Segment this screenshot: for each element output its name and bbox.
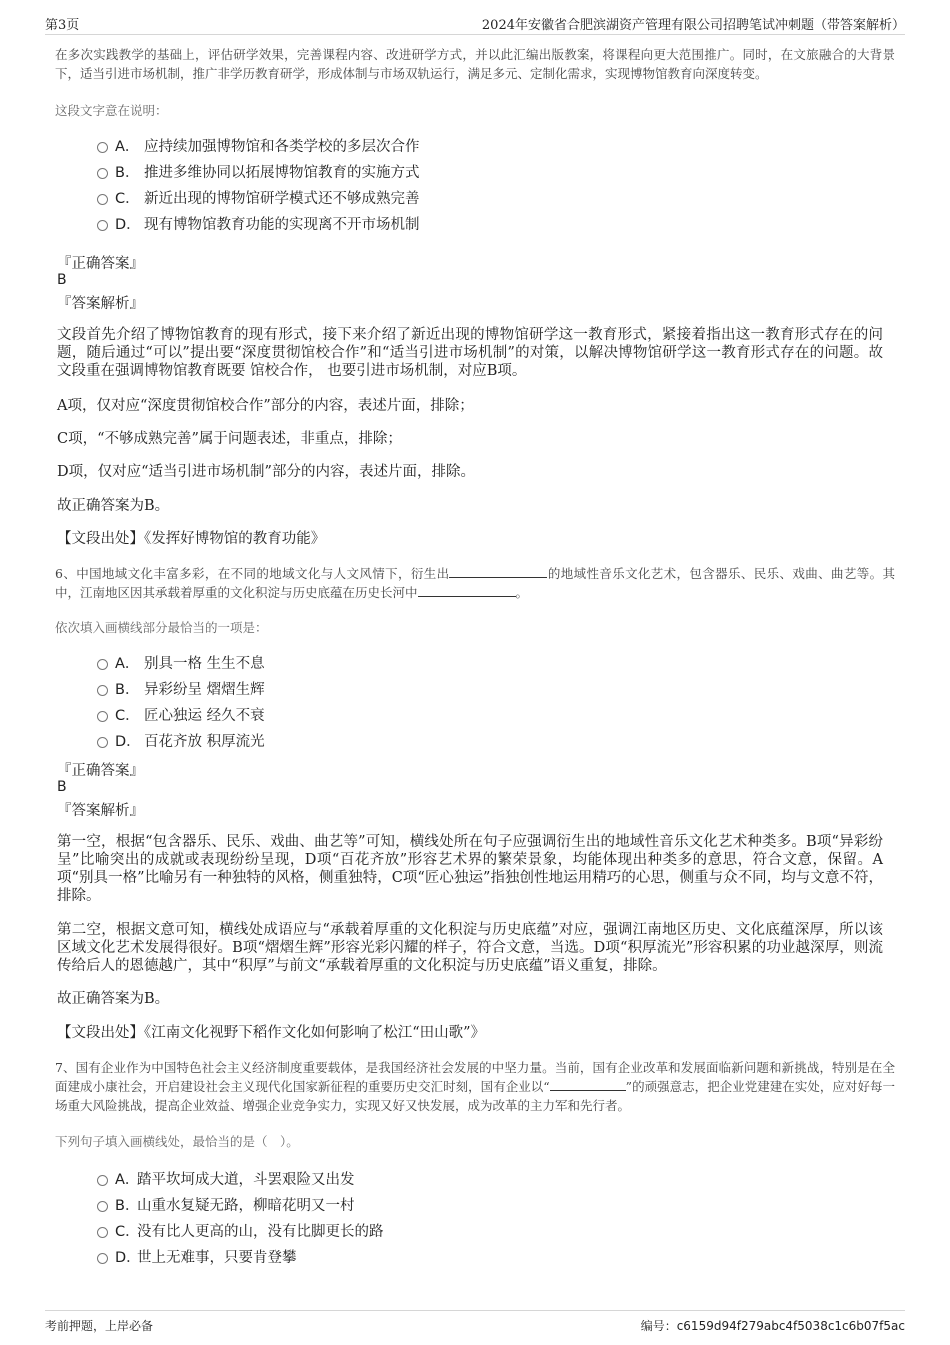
q6-option-b[interactable]: B． 异彩纷呈 熠熠生辉 bbox=[97, 676, 857, 702]
q6-source: 【文段出处】《江南文化视野下稻作文化如何影响了松江“田山歌”》 bbox=[57, 1025, 486, 1041]
radio-button[interactable] bbox=[97, 659, 108, 670]
q6-option-c[interactable]: C． 匠心独运 经久不衰 bbox=[97, 702, 857, 728]
blank-line bbox=[550, 1077, 626, 1091]
document-title: 2024年安徽省合肥滨湖资产管理有限公司招聘笔试冲刺题（带答案解析） bbox=[481, 18, 905, 33]
q5-analysis-c: C项，“不够成熟完善”属于问题表述，非重点，排除； bbox=[57, 431, 402, 447]
q5-option-a[interactable]: A． 应持续加强博物馆和各类学校的多层次合作 bbox=[97, 133, 857, 159]
q6-answer: B bbox=[57, 779, 67, 795]
q5-option-d[interactable]: D． 现有博物馆教育功能的实现离不开市场机制 bbox=[97, 211, 857, 237]
page-footer bbox=[45, 1310, 905, 1337]
q6-stem: 6、中国地域文化丰富多彩，在不同的地域文化与人文风情下，衍生出 的地域性音乐文化艺术，包含器乐、民乐、戏曲、曲艺等。其中，江南地区因其承载着厚重的文化积淀与历史底蕴在历史长河中 。 bbox=[55, 566, 895, 600]
q5-analysis-label: 『答案解析』 bbox=[57, 296, 144, 312]
page-number: 第3页 bbox=[45, 18, 80, 33]
q5-analysis-d: D项，仅对应“适当引进市场机制”部分的内容，表述片面，排除。 bbox=[57, 464, 475, 480]
q7-option-c[interactable]: C． 没有比人更高的山，没有比脚更长的路 bbox=[97, 1218, 857, 1244]
document-id: 编号：c6159d94f279abc4f5038c1c6b07f5ac bbox=[640, 1319, 905, 1333]
q5-analysis-main: 文段首先介绍了博物馆教育的现有形式，接下来介绍了新近出现的博物馆研学这一教育形式，紧接着指出这一教育形式存在的问题，随后通过“可以”提出要“深度贯彻馆校合作”和“适当引进市场机制”的对策，以解决博物馆研学这一教育形式存在的问题。故文段重在强调博物馆教育既要 馆校合作， 也要引进市场机制，对应B项。 bbox=[57, 327, 883, 379]
q6-options bbox=[97, 650, 857, 754]
radio-button[interactable] bbox=[97, 685, 108, 696]
q6-analysis-second-blank: 第二空，根据文意可知，横线处成语应与“承载着厚重的文化积淀与历史底蕴”对应，强调江南地区历史、文化底蕴深厚，所以该区域文化艺术发展得很好。B项“熠熠生辉”形容光彩闪耀的样子，符合文意，当选。D项“积厚流光”形容积累的功业越深厚，则流传给后人的恩德越广，其中“积厚”与前文“承载着厚重的文化积淀与历史底蕴”语义重复，排除。 bbox=[57, 922, 883, 974]
q7-option-b[interactable]: B． 山重水复疑无路，柳暗花明又一村 bbox=[97, 1192, 857, 1218]
q7-option-d[interactable]: D． 世上无难事，只要肯登攀 bbox=[97, 1244, 857, 1270]
radio-button[interactable] bbox=[97, 711, 108, 722]
radio-button[interactable] bbox=[97, 1253, 108, 1264]
q5-passage-tail: 在多次实践教学的基础上，评估研学效果，完善课程内容、改进研学方式，并以此汇编出版教案，将课程向更大范围推广。同时，在文旅融合的大背景下，适当引进市场机制，推广非学历教育研学，形成体制与市场双轨运行，满足多元、定制化需求，实现博物馆教育向深度转变。 bbox=[55, 47, 895, 81]
q5-answer: B bbox=[57, 272, 67, 288]
q7-options bbox=[97, 1166, 857, 1270]
radio-button[interactable] bbox=[97, 1175, 108, 1186]
q5-option-b[interactable]: B． 推进多维协同以拓展博物馆教育的实施方式 bbox=[97, 159, 857, 185]
blank-line bbox=[418, 583, 516, 597]
radio-button[interactable] bbox=[97, 194, 108, 205]
q6-question: 依次填入画横线部分最恰当的一项是： bbox=[55, 620, 268, 635]
q6-conclusion: 故正确答案为B。 bbox=[57, 991, 170, 1007]
radio-button[interactable] bbox=[97, 142, 108, 153]
q5-conclusion: 故正确答案为B。 bbox=[57, 498, 170, 514]
q5-question: 这段文字意在说明： bbox=[55, 103, 168, 118]
radio-button[interactable] bbox=[97, 1201, 108, 1212]
page-header bbox=[45, 0, 905, 35]
radio-button[interactable] bbox=[97, 737, 108, 748]
q7-stem: 7、国有企业作为中国特色社会主义经济制度重要载体，是我国经济社会发展的中坚力量。当前，国有企业改革和发展面临新问题和新挑战，特别是在全面建成小康社会，开启建设社会主义现代化国家新征程的重要历史交汇时刻，国有企业以“ ”的顽强意志，把企业党建建在实处，应对好每一场重大风险挑战，提高企业效益、增强企业竞争实力，实现又好又快发展，成为改革的主力军和先行者。 bbox=[55, 1060, 895, 1113]
footer-slogan: 考前押题，上岸必备 bbox=[45, 1319, 154, 1333]
q5-options bbox=[97, 133, 857, 237]
q7-option-a[interactable]: A． 踏平坎坷成大道，斗罢艰险又出发 bbox=[97, 1166, 857, 1192]
q7-question: 下列句子填入画横线处，最恰当的是（ ）。 bbox=[55, 1134, 299, 1149]
q5-answer-label: 『正确答案』 bbox=[57, 256, 144, 272]
q5-source: 【文段出处】《发挥好博物馆的教育功能》 bbox=[57, 531, 326, 547]
q6-option-d[interactable]: D． 百花齐放 积厚流光 bbox=[97, 728, 857, 754]
radio-button[interactable] bbox=[97, 168, 108, 179]
q5-option-c[interactable]: C． 新近出现的博物馆研学模式还不够成熟完善 bbox=[97, 185, 857, 211]
q6-option-a[interactable]: A． 别具一格 生生不息 bbox=[97, 650, 857, 676]
q6-analysis-first-blank: 第一空，根据“包含器乐、民乐、戏曲、曲艺等”可知，横线处所在句子应强调衍生出的地域性音乐文化艺术种类多。B项“异彩纷呈”比喻突出的成就或表现纷纷呈现，D项“百花齐放”形容艺术界的繁荣景象，均能体现出种类多的意思，符合文意，保留。A项“别具一格”比喻另有一种独特的风格，侧重独特，C项“匠心独运”指独创性地运用精巧的心思，侧重与众不同，均与文意不符，排除。 bbox=[57, 834, 883, 904]
q5-analysis-a: A项，仅对应“深度贯彻馆校合作”部分的内容，表述片面，排除； bbox=[57, 398, 474, 414]
q6-analysis-label: 『答案解析』 bbox=[57, 803, 144, 819]
q6-answer-label: 『正确答案』 bbox=[57, 763, 144, 779]
radio-button[interactable] bbox=[97, 220, 108, 231]
blank-line bbox=[449, 564, 547, 578]
radio-button[interactable] bbox=[97, 1227, 108, 1238]
